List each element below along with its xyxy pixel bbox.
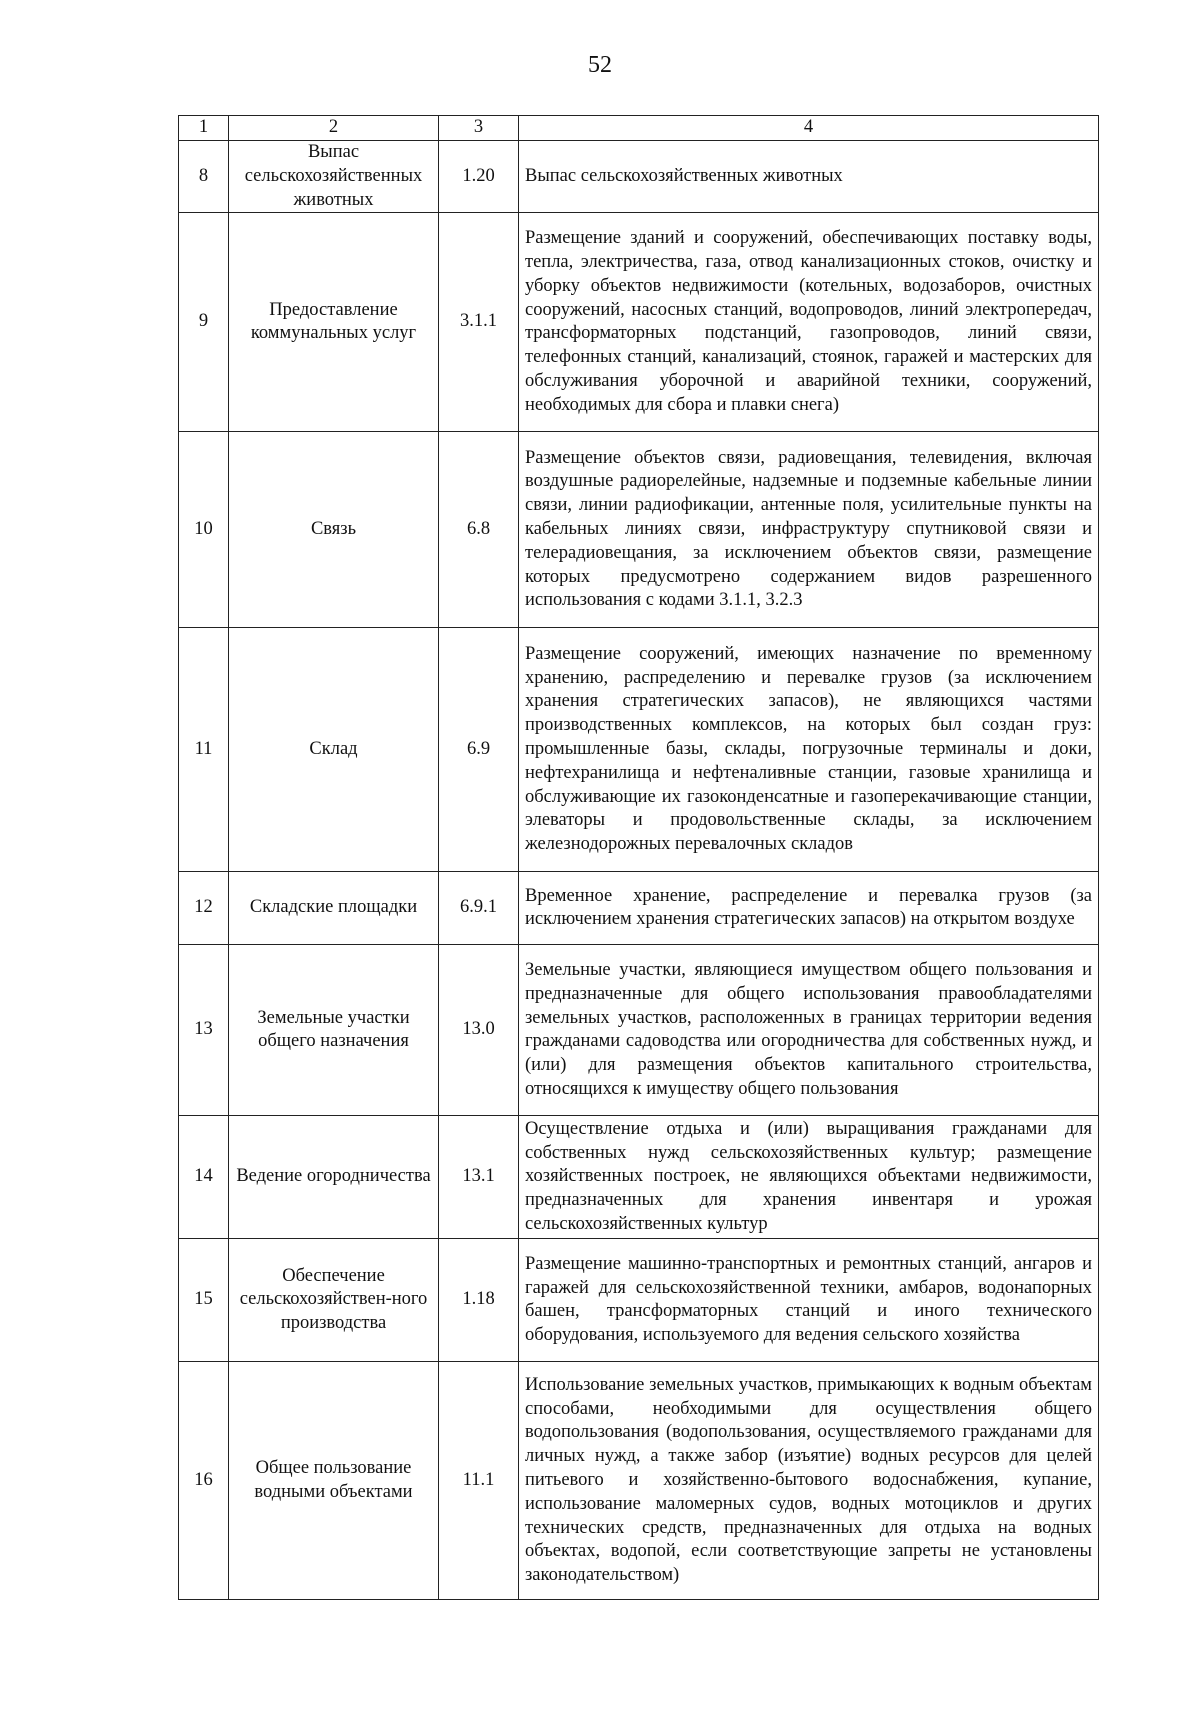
land-use-table (178, 115, 1099, 1600)
use-type-name: Склад (229, 628, 439, 872)
use-type-code: 6.8 (439, 432, 519, 628)
use-type-name: Предоставление коммунальных услуг (229, 213, 439, 432)
use-type-description: Земельные участки, являющиеся имуществом общего пользования и предназначенные для общего использования правообладателями земельных участков, расположенных в границах территории ведения гражданами садоводства или огородничества для собственных нужд, и (или) для размещения объектов капитального строительства, относящихся к имуществу общего пользования (519, 945, 1099, 1116)
table-row (179, 1362, 1099, 1600)
use-type-description: Размещение сооружений, имеющих назначение по временному хранению, распределению и перевалке грузов (за исключением хранения стратегических запасов), не являющихся частями производственных комплексов, на которых был создан груз: промышленные базы, склады, погрузочные терминалы и доки, нефтехранилища и нефтеналивные станции, газовые хранилища и обслуживающие их газоконденсатные и газоперекачивающие станции, элеваторы и продовольственные склады, за исключением железнодорожных перевалочных складов (519, 628, 1099, 872)
table-row (179, 628, 1099, 872)
use-type-description: Размещение машинно-транспортных и ремонтных станций, ангаров и гаражей для сельскохозяйственной техники, амбаров, водонапорных башен, трансформаторных станций и иного технического оборудования, используемого для ведения сельского хозяйства (519, 1239, 1099, 1362)
header-col-4: 4 (519, 116, 1099, 141)
row-number: 14 (179, 1116, 229, 1239)
row-number: 15 (179, 1239, 229, 1362)
table-row (179, 1239, 1099, 1362)
row-number: 12 (179, 872, 229, 945)
use-type-code: 1.20 (439, 141, 519, 213)
use-type-name: Общее пользование водными объектами (229, 1362, 439, 1600)
table-row (179, 141, 1099, 213)
use-type-description: Выпас сельскохозяйственных животных (519, 141, 1099, 213)
table-row (179, 945, 1099, 1116)
table-row (179, 1116, 1099, 1239)
use-type-name: Обеспечение сельскохозяйствен-ного производства (229, 1239, 439, 1362)
header-row (179, 116, 1099, 141)
row-number: 16 (179, 1362, 229, 1600)
header-col-2: 2 (229, 116, 439, 141)
table-row (179, 432, 1099, 628)
use-type-description: Осуществление отдыха и (или) выращивания гражданами для собственных нужд сельскохозяйственных культур; размещение хозяйственных построек, не являющихся объектами недвижимости, предназначенных для хранения инвентаря и урожая сельскохозяйственных культур (519, 1116, 1099, 1239)
use-type-description: Использование земельных участков, примыкающих к водным объектам способами, необходимыми для осуществления общего водопользования (водопользования, осуществляемого гражданами для личных нужд, а также забор (изъятие) водных ресурсов для целей питьевого и хозяйственно-бытового водоснабжения, купание, использование маломерных судов, водных мотоциклов и других технических средств, предназначенных для отдыха на водных объектах, водопой, если соответствующие запреты не установлены законодательством) (519, 1362, 1099, 1600)
table-row (179, 213, 1099, 432)
use-type-name: Связь (229, 432, 439, 628)
use-type-name: Земельные участки общего назначения (229, 945, 439, 1116)
page-number: 52 (588, 52, 612, 78)
use-type-code: 13.0 (439, 945, 519, 1116)
use-type-code: 6.9 (439, 628, 519, 872)
use-type-code: 6.9.1 (439, 872, 519, 945)
row-number: 11 (179, 628, 229, 872)
use-type-code: 11.1 (439, 1362, 519, 1600)
row-number: 13 (179, 945, 229, 1116)
row-number: 9 (179, 213, 229, 432)
use-type-code: 1.18 (439, 1239, 519, 1362)
table-row (179, 872, 1099, 945)
use-type-name: Выпас сельскохозяйственных животных (229, 141, 439, 213)
use-type-code: 13.1 (439, 1116, 519, 1239)
row-number: 10 (179, 432, 229, 628)
header-col-1: 1 (179, 116, 229, 141)
row-number: 8 (179, 141, 229, 213)
use-type-description: Размещение объектов связи, радиовещания, телевидения, включая воздушные радиорелейные, надземные и подземные кабельные линии связи, линии радиофикации, антенные поля, усилительные пункты на кабельных линиях связи, инфраструктуру спутниковой связи и телерадиовещания, за исключением объектов связи, размещение которых предусмотрено содержанием видов разрешенного использования с кодами 3.1.1, 3.2.3 (519, 432, 1099, 628)
use-type-code: 3.1.1 (439, 213, 519, 432)
use-type-description: Временное хранение, распределение и перевалка грузов (за исключением хранения стратегических запасов) на открытом воздухе (519, 872, 1099, 945)
use-type-description: Размещение зданий и сооружений, обеспечивающих поставку воды, тепла, электричества, газа, отвод канализационных стоков, очистку и уборку объектов недвижимости (котельных, водозаборов, очистных сооружений, насосных станций, водопроводов, линий электропередач, трансформаторных подстанций, газопроводов, линий связи, телефонных станций, канализаций, стоянок, гаражей и мастерских для обслуживания уборочной и аварийной техники, сооружений, необходимых для сбора и плавки снега) (519, 213, 1099, 432)
use-type-name: Складские площадки (229, 872, 439, 945)
use-type-name: Ведение огородничества (229, 1116, 439, 1239)
header-col-3: 3 (439, 116, 519, 141)
